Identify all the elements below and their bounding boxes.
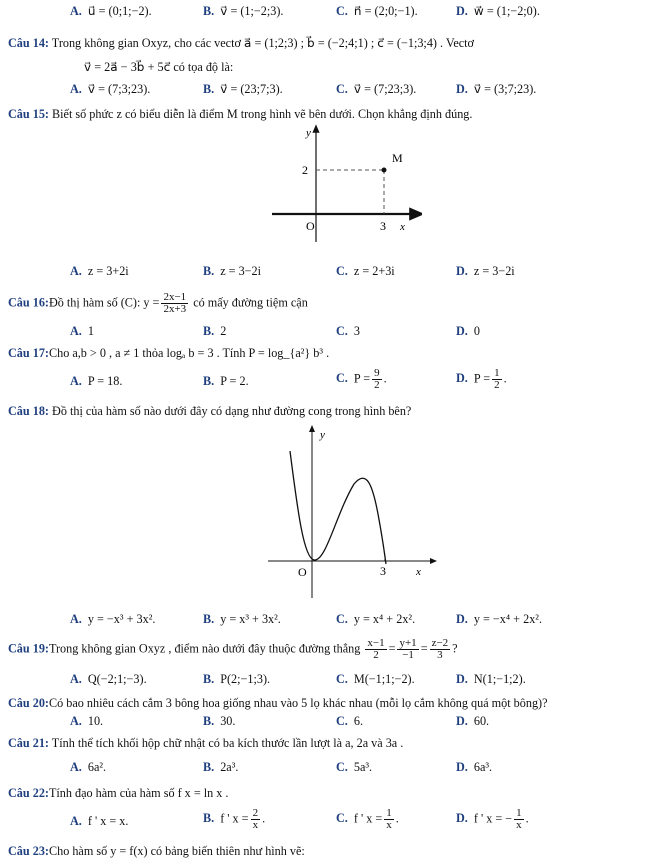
option-label: B. <box>203 612 215 626</box>
cubic-curve <box>290 451 386 564</box>
q14-option-b <box>203 82 283 97</box>
q20-option-d <box>456 714 489 729</box>
question-number: Câu 18: <box>8 404 49 418</box>
option-label: B. <box>203 324 215 338</box>
q18-option-a <box>70 612 155 627</box>
option-text: P = 18. <box>87 374 123 388</box>
fraction-numerator: z−2 <box>431 637 449 649</box>
option-label: B. <box>203 811 215 826</box>
option-label: A. <box>70 374 82 388</box>
option-label: D. <box>456 760 468 774</box>
q18-stem <box>8 404 411 419</box>
option-label: C. <box>336 4 348 18</box>
option-label: D. <box>456 324 468 338</box>
option-label: A. <box>70 714 82 728</box>
q16-option-d <box>456 324 480 339</box>
option-text: 60. <box>473 714 490 728</box>
option-text: v⃗ = (3;7;23). <box>473 82 537 96</box>
q17-option-b <box>203 374 249 389</box>
q15-option-c <box>336 264 395 279</box>
option-label: B. <box>203 714 215 728</box>
option-label: C. <box>336 82 348 96</box>
q17-option-c <box>336 368 387 391</box>
option-text: P = 2. <box>220 374 249 388</box>
q16-option-c <box>336 324 360 339</box>
option-label: D. <box>456 714 468 728</box>
q14-stem-line2: v⃗ = 2a⃗ − 3b⃗ + 5c⃗ có tọa độ là: <box>84 60 234 74</box>
option-label: C. <box>336 672 348 686</box>
fraction <box>251 808 261 831</box>
option-text: 2 <box>220 324 227 338</box>
option-label: C. <box>336 760 348 774</box>
origin-label: O <box>298 565 307 579</box>
option-text: y = −x⁴ + 2x². <box>473 612 542 626</box>
question-text-tail: có mấy đường tiệm cận <box>193 295 308 310</box>
option-label: A. <box>70 760 82 774</box>
option-text: P = <box>473 371 491 386</box>
q22-option-b <box>203 808 265 831</box>
origin-label: O <box>306 219 315 233</box>
q18-graph-figure <box>268 424 438 600</box>
option-label: A. <box>70 264 82 278</box>
question-text: Tính đạo hàm của hàm số f x = ln x . <box>48 786 229 800</box>
question-number: Câu 15: <box>8 107 49 121</box>
option-text: 3 <box>353 324 360 338</box>
option-label: A. <box>70 324 82 338</box>
fraction-denominator: 2 <box>494 379 500 391</box>
fraction-numerator: 2 <box>252 807 259 819</box>
q16-option-a <box>70 324 94 339</box>
question-number: Câu 20: <box>8 696 49 710</box>
fraction <box>372 368 382 391</box>
x-axis-label: x <box>400 221 405 233</box>
option-label: D. <box>456 371 468 386</box>
option-text: P(2;−1;3). <box>220 672 271 686</box>
q13-option-c <box>336 4 418 19</box>
question-number: Câu 16: <box>8 295 49 310</box>
q13-option-b <box>203 4 283 19</box>
option-label: A. <box>70 612 82 626</box>
q15-stem <box>8 107 472 122</box>
point-label: M <box>392 151 403 165</box>
q23-stem <box>8 844 305 859</box>
question-tail: ? <box>452 641 458 656</box>
fraction <box>430 638 451 661</box>
fraction <box>365 638 386 661</box>
q22-stem <box>8 786 228 801</box>
option-text: z = 3−2i <box>220 264 262 278</box>
option-text: f ' x = <box>220 811 249 826</box>
option-label: A. <box>70 82 82 96</box>
option-label: A. <box>70 814 82 828</box>
fraction-numerator: 1 <box>386 807 392 819</box>
q21-option-d <box>456 760 492 775</box>
option-text: v⃗ = (7;23;3). <box>353 82 417 96</box>
option-label: C. <box>336 371 348 386</box>
point-m <box>382 168 387 173</box>
option-text: 6a². <box>87 760 107 774</box>
question-text: Có bao nhiêu cách cắm 3 bông hoa giống nhau vào 5 lọ khác nhau (mỗi lọ cắm không quá một bông)? <box>48 696 548 710</box>
option-label: D. <box>456 672 468 686</box>
fraction-denominator: 3 <box>437 649 443 661</box>
q19-option-c <box>336 672 415 687</box>
option-text: z = 2+3i <box>353 264 395 278</box>
x-tick-label: 3 <box>380 219 386 233</box>
question-number: Câu 23: <box>8 844 49 858</box>
q19-option-d <box>456 672 526 687</box>
fraction-numerator: 1 <box>516 807 522 819</box>
q21-option-c <box>336 760 372 775</box>
option-text: u⃗ = (0;1;−2). <box>87 4 152 18</box>
q18-option-c <box>336 612 415 627</box>
fraction-numerator: 1 <box>494 367 500 379</box>
option-text: z = 3−2i <box>473 264 515 278</box>
option-label: B. <box>203 264 215 278</box>
q19-option-a <box>70 672 147 687</box>
option-text: f ' x = − <box>473 811 513 826</box>
question-text: Cho hàm số y = f(x) có bảng biến thiên như hình vẽ: <box>48 844 305 858</box>
q17-option-a <box>70 374 122 389</box>
option-text: 6a³. <box>473 760 493 774</box>
option-text: y = x³ + 3x². <box>220 612 281 626</box>
option-tail: . <box>525 811 529 826</box>
q22-option-c <box>336 808 399 831</box>
option-text: Q(−2;1;−3). <box>87 672 147 686</box>
option-label: D. <box>456 811 468 826</box>
option-text: n⃗ = (2;0;−1). <box>353 4 418 18</box>
fraction-denominator: x <box>252 819 259 831</box>
option-label: D. <box>456 82 468 96</box>
option-label: C. <box>336 811 348 826</box>
option-text: 10. <box>87 714 104 728</box>
question-text: Trong không gian Oxyz , điểm nào dưới đây thuộc đường thẳng <box>48 641 361 656</box>
y-axis-label: y <box>306 127 311 139</box>
option-label: C. <box>336 264 348 278</box>
fraction <box>492 368 502 391</box>
option-text: v⃗ = (1;−2;3). <box>220 4 284 18</box>
option-text: f ' x = <box>353 811 383 826</box>
option-text: P = <box>353 371 371 386</box>
option-text: v⃗ = (7;3;23). <box>87 82 151 96</box>
q15-option-a <box>70 264 129 279</box>
option-text: 0 <box>473 324 480 338</box>
q21-option-a <box>70 760 106 775</box>
x-axis-label: x <box>416 566 421 578</box>
fraction-denominator: x <box>516 819 522 831</box>
fraction-numerator: y+1 <box>399 637 417 649</box>
q14-option-a <box>70 82 150 97</box>
question-text: Trong không gian Oxyz, cho các vectơ a⃗ = (1;2;3) ; b⃗ = (−2;4;1) ; c⃗ = (−1;3;4) . Vectơ <box>51 36 474 50</box>
q15-complex-plane-figure <box>272 124 422 244</box>
q22-option-a <box>70 814 128 829</box>
y-axis-label: y <box>320 429 325 441</box>
q20-option-a <box>70 714 103 729</box>
q14-stem <box>8 36 474 51</box>
q19-option-b <box>203 672 270 687</box>
option-label: B. <box>203 374 215 388</box>
q22-option-d <box>456 808 529 831</box>
option-label: B. <box>203 672 215 686</box>
q20-option-c <box>336 714 363 729</box>
option-text: f ' x = x. <box>87 814 129 828</box>
option-label: B. <box>203 760 215 774</box>
fraction-numerator: x−1 <box>367 637 385 649</box>
option-label: A. <box>70 672 82 686</box>
option-text: 5a³. <box>353 760 373 774</box>
fraction-numerator: 2x−1 <box>163 291 187 303</box>
option-text: 2a³. <box>220 760 239 774</box>
question-number: Câu 19: <box>8 641 49 656</box>
question-text: Đồ thị hàm số (C): y = <box>48 295 160 310</box>
fraction <box>384 808 394 831</box>
q17-stem <box>8 346 329 361</box>
option-label: D. <box>456 612 468 626</box>
option-tail: . <box>383 371 387 386</box>
q20-option-b <box>203 714 235 729</box>
fraction <box>161 292 188 315</box>
q16-stem <box>8 292 308 315</box>
option-tail: . <box>262 811 266 826</box>
q20-stem <box>8 696 548 711</box>
question-number: Câu 17: <box>8 346 49 360</box>
option-text: z = 3+2i <box>87 264 129 278</box>
option-text: 30. <box>220 714 236 728</box>
option-text: y = x⁴ + 2x². <box>353 612 416 626</box>
question-number: Câu 14: <box>8 36 49 50</box>
option-text: N(1;−1;2). <box>473 672 526 686</box>
fraction-denominator: 2 <box>373 649 379 661</box>
q13-option-d <box>456 4 540 19</box>
fraction <box>514 808 524 831</box>
q13-option-a <box>70 4 152 19</box>
q18-option-d <box>456 612 542 627</box>
fraction-denominator: x <box>386 819 392 831</box>
fraction-denominator: −1 <box>402 649 414 661</box>
option-tail: . <box>503 371 507 386</box>
x-tick-label: 3 <box>380 564 386 578</box>
option-text: M(−1;1;−2). <box>353 672 415 686</box>
q15-option-d <box>456 264 515 279</box>
option-text: w⃗ = (1;−2;0). <box>473 4 540 18</box>
fraction <box>397 638 418 661</box>
option-label: A. <box>70 4 82 18</box>
option-text: v⃗ = (23;7;3). <box>220 82 283 96</box>
question-number: Câu 22: <box>8 786 49 800</box>
q14-option-d <box>456 82 536 97</box>
option-text: 1 <box>87 324 94 338</box>
option-label: D. <box>456 4 468 18</box>
fraction-numerator: 9 <box>374 367 380 379</box>
option-tail: . <box>395 811 399 826</box>
q16-option-b <box>203 324 226 339</box>
question-text: Cho a,b > 0 , a ≠ 1 thỏa logₐ b = 3 . Tính P = log_{a²} b³ . <box>48 346 330 360</box>
fraction-denominator: 2x+3 <box>163 303 187 315</box>
q17-option-d <box>456 368 507 391</box>
option-label: C. <box>336 324 348 338</box>
fraction-denominator: 2 <box>374 379 380 391</box>
option-text: 6. <box>353 714 363 728</box>
q18-option-b <box>203 612 281 627</box>
q19-stem: Câu 19:Trong không gian Oxyz , điểm nào dưới đây thuộc đường thẳng $\frac{x-1}{2}$ = $\frac{y+1}{-1}$ = $\frac{z-2}{3}$ ? <box>8 637 458 661</box>
option-label: C. <box>336 612 348 626</box>
question-text: Tính thể tích khối hộp chữ nhật có ba kích thước lần lượt là a, 2a và 3a . <box>51 736 404 750</box>
q21-stem <box>8 736 403 751</box>
option-label: D. <box>456 264 468 278</box>
question-text: Đồ thị của hàm số nào dưới đây có dạng như đường cong trong hình bên? <box>52 404 412 418</box>
question-number: Câu 21: <box>8 736 49 750</box>
option-label: C. <box>336 714 348 728</box>
option-label: B. <box>203 82 215 96</box>
option-label: B. <box>203 4 215 18</box>
y-tick-label: 2 <box>302 163 308 177</box>
question-text: Biết số phức z có biểu diễn là điểm M trong hình vẽ bên dưới. Chọn khẳng định đúng. <box>52 107 473 121</box>
q15-option-b <box>203 264 261 279</box>
q14-option-c <box>336 82 416 97</box>
q21-option-b <box>203 760 238 775</box>
option-text: y = −x³ + 3x². <box>87 612 156 626</box>
